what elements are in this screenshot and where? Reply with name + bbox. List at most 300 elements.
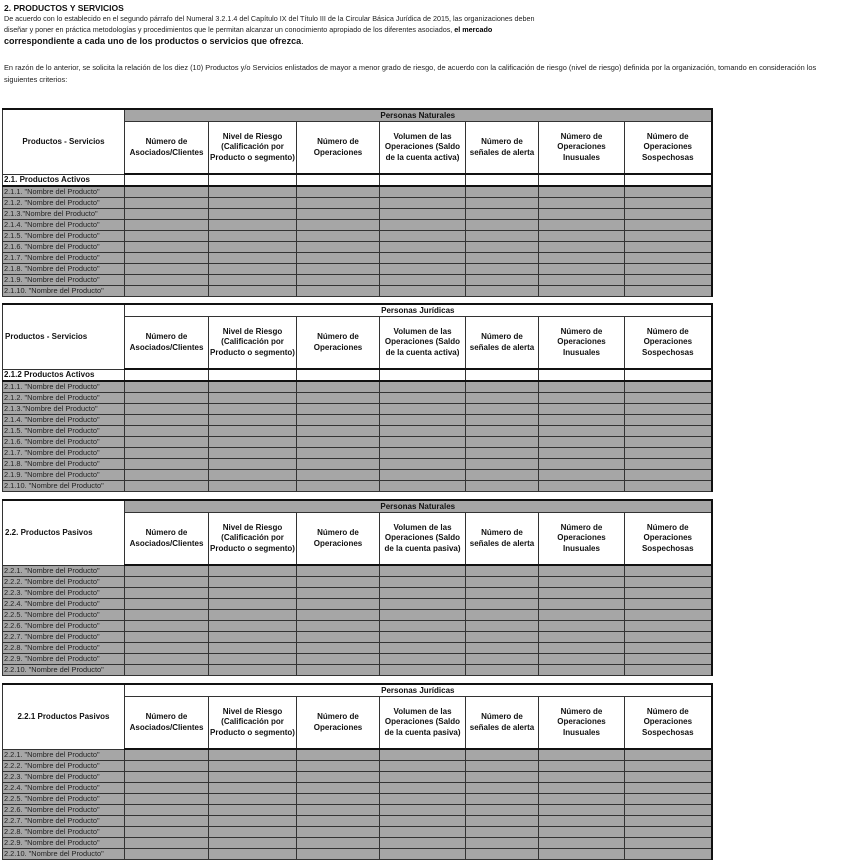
input-cell[interactable] (625, 749, 712, 761)
input-cell[interactable] (625, 220, 712, 231)
input-cell[interactable] (625, 459, 712, 470)
input-cell[interactable] (539, 242, 625, 253)
input-cell[interactable] (539, 749, 625, 761)
input-cell[interactable] (209, 849, 297, 860)
input-cell[interactable] (125, 426, 209, 437)
input-cell[interactable] (380, 761, 466, 772)
input-cell[interactable] (297, 404, 380, 415)
input-cell[interactable] (209, 749, 297, 761)
input-cell[interactable] (380, 253, 466, 264)
input-cell[interactable] (297, 794, 380, 805)
input-cell[interactable] (209, 599, 297, 610)
input-cell[interactable] (466, 827, 539, 838)
input-cell[interactable] (209, 231, 297, 242)
input-cell[interactable] (625, 610, 712, 621)
input-cell[interactable] (209, 264, 297, 275)
input-cell[interactable] (125, 783, 209, 794)
input-cell[interactable] (380, 565, 466, 577)
input-cell[interactable] (209, 632, 297, 643)
input-cell[interactable] (466, 198, 539, 209)
input-cell[interactable] (466, 794, 539, 805)
input-cell[interactable] (209, 286, 297, 297)
input-cell[interactable] (125, 588, 209, 599)
input-cell[interactable] (209, 805, 297, 816)
input-cell[interactable] (380, 393, 466, 404)
input-cell[interactable] (466, 805, 539, 816)
input-cell[interactable] (539, 577, 625, 588)
input-cell[interactable] (539, 827, 625, 838)
input-cell[interactable] (625, 577, 712, 588)
input-cell[interactable] (380, 588, 466, 599)
input-cell[interactable] (625, 381, 712, 393)
input-cell[interactable] (625, 827, 712, 838)
product-name-cell: 2.2.10. "Nombre del Producto" (3, 665, 125, 676)
input-cell[interactable] (466, 415, 539, 426)
input-cell[interactable] (297, 415, 380, 426)
input-cell[interactable] (297, 632, 380, 643)
input-cell[interactable] (125, 610, 209, 621)
input-cell[interactable] (209, 610, 297, 621)
input-cell[interactable] (625, 805, 712, 816)
input-cell[interactable] (297, 565, 380, 577)
input-cell[interactable] (209, 415, 297, 426)
product-row (3, 437, 712, 448)
input-cell[interactable] (625, 186, 712, 198)
input-cell[interactable] (209, 242, 297, 253)
input-cell[interactable] (380, 749, 466, 761)
column-header: Número de Operaciones (297, 122, 380, 175)
input-cell[interactable] (209, 459, 297, 470)
input-cell[interactable] (125, 220, 209, 231)
input-cell[interactable] (466, 275, 539, 286)
input-cell[interactable] (125, 437, 209, 448)
input-cell[interactable] (380, 481, 466, 492)
input-cell[interactable] (466, 174, 539, 186)
input-cell[interactable] (466, 749, 539, 761)
input-cell[interactable] (297, 198, 380, 209)
input-cell[interactable] (539, 665, 625, 676)
input-cell[interactable] (466, 253, 539, 264)
input-cell[interactable] (209, 369, 297, 381)
input-cell[interactable] (539, 209, 625, 220)
input-cell[interactable] (466, 459, 539, 470)
input-cell[interactable] (209, 470, 297, 481)
input-cell[interactable] (625, 393, 712, 404)
input-cell[interactable] (625, 481, 712, 492)
input-cell[interactable] (209, 827, 297, 838)
input-cell[interactable] (625, 286, 712, 297)
input-cell[interactable] (125, 381, 209, 393)
input-cell[interactable] (297, 761, 380, 772)
input-cell[interactable] (466, 242, 539, 253)
input-cell[interactable] (625, 426, 712, 437)
input-cell[interactable] (539, 448, 625, 459)
input-cell[interactable] (125, 643, 209, 654)
input-cell[interactable] (625, 632, 712, 643)
input-cell[interactable] (380, 621, 466, 632)
input-cell[interactable] (297, 470, 380, 481)
input-cell[interactable] (297, 242, 380, 253)
input-cell[interactable] (209, 643, 297, 654)
input-cell[interactable] (539, 381, 625, 393)
input-cell[interactable] (209, 393, 297, 404)
input-cell[interactable] (125, 749, 209, 761)
input-cell[interactable] (209, 275, 297, 286)
input-cell[interactable] (125, 404, 209, 415)
input-cell[interactable] (380, 220, 466, 231)
input-cell[interactable] (539, 481, 625, 492)
input-cell[interactable] (209, 665, 297, 676)
input-cell[interactable] (125, 827, 209, 838)
input-cell[interactable] (625, 599, 712, 610)
input-cell[interactable] (125, 565, 209, 577)
input-cell[interactable] (380, 174, 466, 186)
input-cell[interactable] (625, 253, 712, 264)
input-cell[interactable] (297, 849, 380, 860)
input-cell[interactable] (209, 772, 297, 783)
input-cell[interactable] (297, 772, 380, 783)
input-cell[interactable] (539, 794, 625, 805)
input-cell[interactable] (466, 588, 539, 599)
input-cell[interactable] (466, 849, 539, 860)
input-cell[interactable] (539, 805, 625, 816)
input-cell[interactable] (625, 621, 712, 632)
input-cell[interactable] (539, 470, 625, 481)
input-cell[interactable] (380, 849, 466, 860)
input-cell[interactable] (125, 470, 209, 481)
input-cell[interactable] (625, 264, 712, 275)
input-cell[interactable] (125, 275, 209, 286)
input-cell[interactable] (209, 565, 297, 577)
input-cell[interactable] (380, 286, 466, 297)
input-cell[interactable] (209, 198, 297, 209)
input-cell[interactable] (297, 437, 380, 448)
input-cell[interactable] (297, 827, 380, 838)
input-cell[interactable] (625, 849, 712, 860)
input-cell[interactable] (297, 621, 380, 632)
input-cell[interactable] (125, 264, 209, 275)
input-cell[interactable] (125, 761, 209, 772)
input-cell[interactable] (125, 816, 209, 827)
product-name-cell: 2.2.9. "Nombre del Producto" (3, 654, 125, 665)
input-cell[interactable] (297, 459, 380, 470)
input-cell[interactable] (297, 643, 380, 654)
input-cell[interactable] (625, 772, 712, 783)
input-cell[interactable] (297, 186, 380, 198)
input-cell[interactable] (539, 610, 625, 621)
input-cell[interactable] (209, 577, 297, 588)
input-cell[interactable] (380, 610, 466, 621)
input-cell[interactable] (297, 286, 380, 297)
input-cell[interactable] (539, 654, 625, 665)
input-cell[interactable] (466, 610, 539, 621)
input-cell[interactable] (625, 654, 712, 665)
input-cell[interactable] (125, 286, 209, 297)
input-cell[interactable] (297, 805, 380, 816)
input-cell[interactable] (625, 209, 712, 220)
input-cell[interactable] (539, 415, 625, 426)
input-cell[interactable] (380, 209, 466, 220)
input-cell[interactable] (539, 393, 625, 404)
input-cell[interactable] (297, 654, 380, 665)
input-cell[interactable] (625, 437, 712, 448)
input-cell[interactable] (297, 264, 380, 275)
input-cell[interactable] (209, 838, 297, 849)
input-cell[interactable] (297, 369, 380, 381)
input-cell[interactable] (297, 174, 380, 186)
input-cell[interactable] (466, 761, 539, 772)
input-cell[interactable] (539, 643, 625, 654)
input-cell[interactable] (466, 426, 539, 437)
input-cell[interactable] (625, 838, 712, 849)
input-cell[interactable] (466, 816, 539, 827)
input-cell[interactable] (539, 437, 625, 448)
input-cell[interactable] (539, 783, 625, 794)
input-cell[interactable] (539, 369, 625, 381)
input-cell[interactable] (466, 565, 539, 577)
input-cell[interactable] (625, 231, 712, 242)
input-cell[interactable] (625, 174, 712, 186)
input-cell[interactable] (380, 231, 466, 242)
input-cell[interactable] (380, 632, 466, 643)
input-cell[interactable] (539, 174, 625, 186)
input-cell[interactable] (539, 849, 625, 860)
input-cell[interactable] (539, 816, 625, 827)
input-cell[interactable] (539, 186, 625, 198)
table-personas-naturales-activos (2, 108, 713, 297)
input-cell[interactable] (125, 621, 209, 632)
input-cell[interactable] (625, 369, 712, 381)
input-cell[interactable] (466, 665, 539, 676)
input-cell[interactable] (539, 404, 625, 415)
input-cell[interactable] (209, 437, 297, 448)
input-cell[interactable] (125, 448, 209, 459)
input-cell[interactable] (125, 198, 209, 209)
input-cell[interactable] (125, 242, 209, 253)
input-cell[interactable] (297, 448, 380, 459)
input-cell[interactable] (380, 805, 466, 816)
input-cell[interactable] (125, 369, 209, 381)
product-row (3, 393, 712, 404)
input-cell[interactable] (380, 369, 466, 381)
input-cell[interactable] (539, 198, 625, 209)
input-cell[interactable] (125, 849, 209, 860)
input-cell[interactable] (297, 610, 380, 621)
input-cell[interactable] (125, 393, 209, 404)
input-cell[interactable] (380, 643, 466, 654)
input-cell[interactable] (380, 838, 466, 849)
input-cell[interactable] (125, 415, 209, 426)
input-cell[interactable] (125, 209, 209, 220)
input-cell[interactable] (539, 220, 625, 231)
input-cell[interactable] (539, 599, 625, 610)
input-cell[interactable] (125, 632, 209, 643)
input-cell[interactable] (380, 198, 466, 209)
input-cell[interactable] (625, 643, 712, 654)
input-cell[interactable] (209, 816, 297, 827)
input-cell[interactable] (125, 805, 209, 816)
input-cell[interactable] (380, 470, 466, 481)
input-cell[interactable] (297, 481, 380, 492)
input-cell[interactable] (380, 665, 466, 676)
input-cell[interactable] (539, 632, 625, 643)
input-cell[interactable] (380, 459, 466, 470)
input-cell[interactable] (539, 426, 625, 437)
input-cell[interactable] (125, 253, 209, 264)
input-cell[interactable] (466, 231, 539, 242)
input-cell[interactable] (466, 621, 539, 632)
input-cell[interactable] (539, 253, 625, 264)
input-cell[interactable] (380, 242, 466, 253)
input-cell[interactable] (125, 231, 209, 242)
input-cell[interactable] (539, 231, 625, 242)
input-cell[interactable] (380, 772, 466, 783)
input-cell[interactable] (466, 437, 539, 448)
input-cell[interactable] (209, 794, 297, 805)
input-cell[interactable] (209, 588, 297, 599)
input-cell[interactable] (297, 665, 380, 676)
input-cell[interactable] (209, 209, 297, 220)
input-cell[interactable] (625, 565, 712, 577)
input-cell[interactable] (380, 381, 466, 393)
input-cell[interactable] (380, 783, 466, 794)
input-cell[interactable] (466, 209, 539, 220)
input-cell[interactable] (466, 264, 539, 275)
input-cell[interactable] (209, 761, 297, 772)
input-cell[interactable] (539, 286, 625, 297)
input-cell[interactable] (125, 577, 209, 588)
input-cell[interactable] (125, 599, 209, 610)
input-cell[interactable] (297, 577, 380, 588)
input-cell[interactable] (297, 253, 380, 264)
input-cell[interactable] (539, 838, 625, 849)
input-cell[interactable] (297, 220, 380, 231)
input-cell[interactable] (125, 838, 209, 849)
input-cell[interactable] (297, 381, 380, 393)
input-cell[interactable] (625, 588, 712, 599)
input-cell[interactable] (209, 381, 297, 393)
input-cell[interactable] (625, 665, 712, 676)
input-cell[interactable] (466, 577, 539, 588)
input-cell[interactable] (209, 253, 297, 264)
input-cell[interactable] (380, 654, 466, 665)
input-cell[interactable] (539, 761, 625, 772)
input-cell[interactable] (209, 220, 297, 231)
input-cell[interactable] (380, 816, 466, 827)
input-cell[interactable] (625, 794, 712, 805)
input-cell[interactable] (297, 816, 380, 827)
input-cell[interactable] (297, 599, 380, 610)
input-cell[interactable] (466, 643, 539, 654)
input-cell[interactable] (380, 448, 466, 459)
input-cell[interactable] (466, 220, 539, 231)
input-cell[interactable] (466, 404, 539, 415)
input-cell[interactable] (125, 772, 209, 783)
input-cell[interactable] (625, 816, 712, 827)
input-cell[interactable] (297, 393, 380, 404)
input-cell[interactable] (297, 275, 380, 286)
input-cell[interactable] (209, 481, 297, 492)
input-cell[interactable] (125, 459, 209, 470)
input-cell[interactable] (209, 783, 297, 794)
input-cell[interactable] (466, 772, 539, 783)
input-cell[interactable] (466, 838, 539, 849)
input-cell[interactable] (209, 404, 297, 415)
input-cell[interactable] (625, 761, 712, 772)
input-cell[interactable] (466, 783, 539, 794)
input-cell[interactable] (297, 426, 380, 437)
input-cell[interactable] (209, 448, 297, 459)
input-cell[interactable] (297, 231, 380, 242)
input-cell[interactable] (125, 481, 209, 492)
input-cell[interactable] (380, 794, 466, 805)
input-cell[interactable] (297, 838, 380, 849)
input-cell[interactable] (125, 186, 209, 198)
input-cell[interactable] (380, 577, 466, 588)
input-cell[interactable] (539, 588, 625, 599)
input-cell[interactable] (380, 415, 466, 426)
input-cell[interactable] (209, 621, 297, 632)
input-cell[interactable] (539, 275, 625, 286)
input-cell[interactable] (539, 264, 625, 275)
input-cell[interactable] (466, 448, 539, 459)
input-cell[interactable] (466, 393, 539, 404)
input-cell[interactable] (125, 794, 209, 805)
input-cell[interactable] (209, 174, 297, 186)
input-cell[interactable] (209, 654, 297, 665)
input-cell[interactable] (625, 242, 712, 253)
input-cell[interactable] (380, 186, 466, 198)
input-cell[interactable] (125, 174, 209, 186)
input-cell[interactable] (625, 470, 712, 481)
input-cell[interactable] (466, 599, 539, 610)
input-cell[interactable] (209, 426, 297, 437)
input-cell[interactable] (625, 415, 712, 426)
input-cell[interactable] (625, 198, 712, 209)
input-cell[interactable] (466, 481, 539, 492)
input-cell[interactable] (466, 369, 539, 381)
input-cell[interactable] (380, 599, 466, 610)
input-cell[interactable] (466, 632, 539, 643)
input-cell[interactable] (380, 827, 466, 838)
input-cell[interactable] (209, 186, 297, 198)
input-cell[interactable] (466, 654, 539, 665)
input-cell[interactable] (380, 426, 466, 437)
input-cell[interactable] (466, 186, 539, 198)
input-cell[interactable] (625, 275, 712, 286)
input-cell[interactable] (380, 264, 466, 275)
input-cell[interactable] (380, 437, 466, 448)
input-cell[interactable] (625, 404, 712, 415)
input-cell[interactable] (297, 749, 380, 761)
input-cell[interactable] (466, 286, 539, 297)
input-cell[interactable] (539, 772, 625, 783)
input-cell[interactable] (466, 470, 539, 481)
input-cell[interactable] (125, 654, 209, 665)
input-cell[interactable] (125, 665, 209, 676)
input-cell[interactable] (380, 404, 466, 415)
input-cell[interactable] (539, 621, 625, 632)
input-cell[interactable] (625, 783, 712, 794)
input-cell[interactable] (466, 381, 539, 393)
input-cell[interactable] (539, 565, 625, 577)
input-cell[interactable] (297, 209, 380, 220)
input-cell[interactable] (380, 275, 466, 286)
input-cell[interactable] (297, 783, 380, 794)
input-cell[interactable] (539, 459, 625, 470)
input-cell[interactable] (625, 448, 712, 459)
input-cell[interactable] (297, 588, 380, 599)
